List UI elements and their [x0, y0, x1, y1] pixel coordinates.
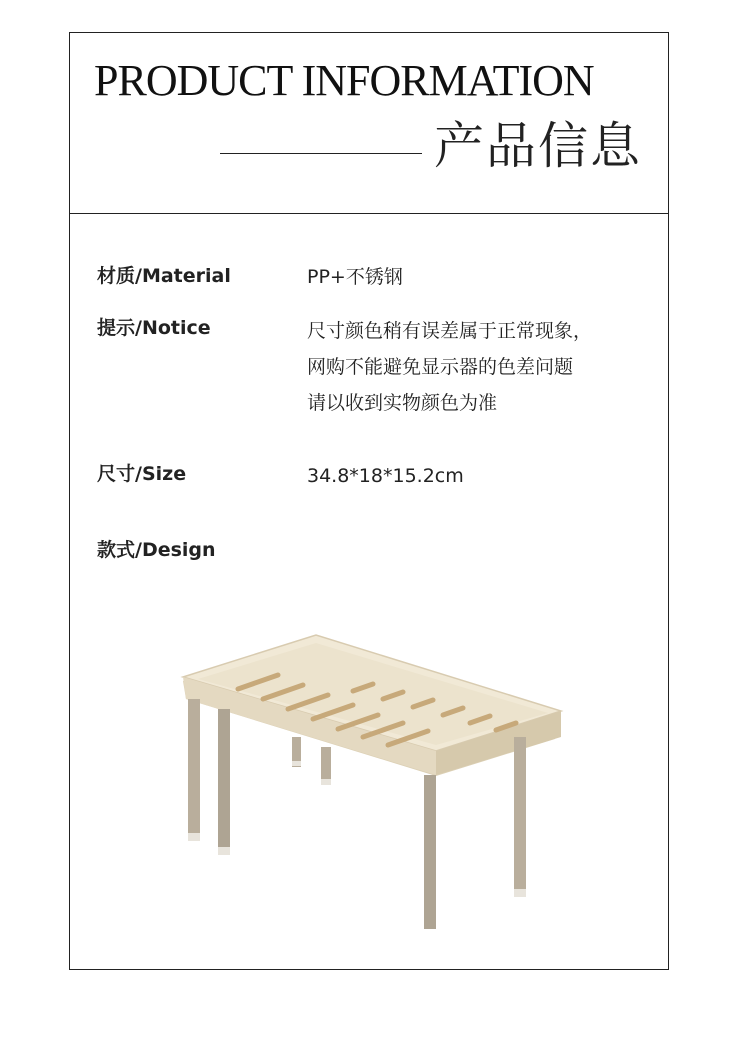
title-english: PRODUCT INFORMATION — [94, 56, 594, 105]
title-decorative-line — [220, 153, 422, 154]
notice-label: 提示/Notice — [97, 317, 211, 339]
shelf-top — [183, 635, 561, 776]
notice-value — [307, 313, 592, 421]
title-chinese: 产品信息 — [434, 117, 642, 175]
info-frame — [69, 32, 669, 970]
design-label: 款式/Design — [97, 539, 216, 561]
size-label: 尺寸/Size — [97, 463, 187, 485]
notice-line: 尺寸颜色稍有误差属于正常现象， — [307, 320, 593, 342]
material-value: PP+不锈钢 — [307, 266, 403, 288]
shelf-product-image — [178, 629, 578, 929]
back-legs — [292, 737, 331, 785]
notice-line: 请以收到实物颜色为准 — [307, 392, 498, 414]
material-label: 材质/Material — [97, 265, 231, 287]
notice-line: 网购不能避免显示器的色差问题 — [307, 356, 574, 378]
header-divider — [70, 213, 668, 214]
size-value: 34.8*18*15.2cm — [307, 465, 464, 487]
